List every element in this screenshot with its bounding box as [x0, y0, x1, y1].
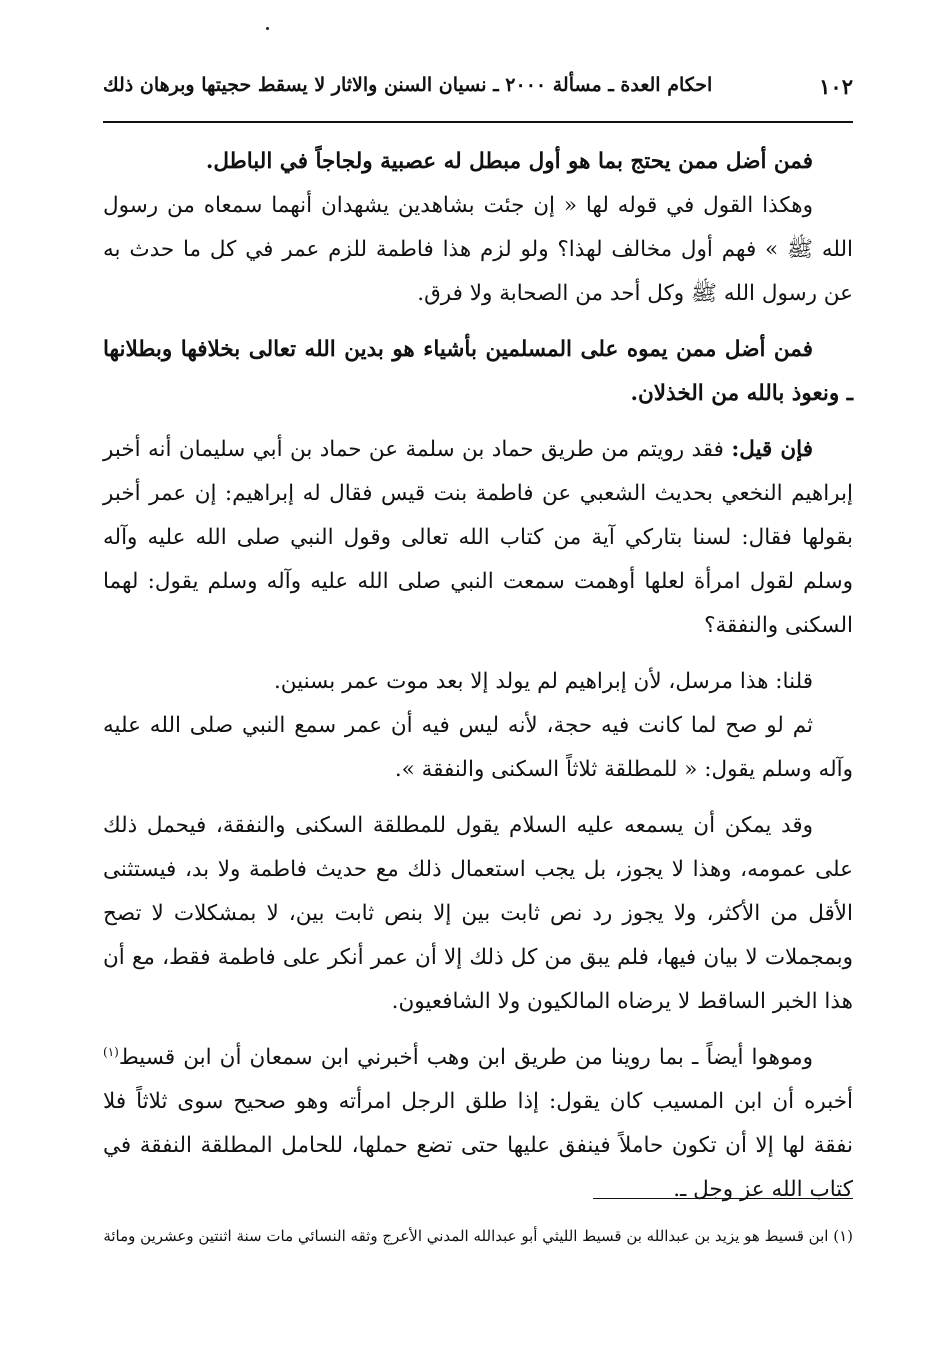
page-header: [103, 70, 853, 110]
footnote-marker: (١): [103, 1044, 119, 1059]
page-number: ١٠٢: [819, 74, 853, 99]
paragraph: [103, 660, 853, 704]
paragraph-text: فمن أضل ممن يحتج بما هو أول مبطل له عصبية ولجاجاً في الباطل.: [205, 149, 813, 174]
paragraph: [103, 328, 853, 416]
paragraph-text: وموهوا أيضاً ـ بما روينا من طريق ابن وهب أخبرني ابن سمعان أن ابن قسيط: [118, 1045, 813, 1070]
paragraph-text: وقد يمكن أن يسمعه عليه السلام يقول للمطلقة السكنى والنفقة، فيحمل ذلك على عمومه، وهذا لا يجوز، بل يجب استعمال ذلك مع حديث فاطمة ولا بد، فيستثنى الأقل من الأكثر، ولا يجوز رد نص ثابت بين إلا بنص ثابت بين، لا بمشكلات لا تصح وبمجملات لا بيان فيها، فلم يبق من كل ذلك إلا أن عمر أنكر على فاطمة فقط، مع أن هذا الخبر الساقط لا يرضاه المالكيون ولا الشافعيون.: [103, 813, 853, 1014]
running-title: احكام العدة ـ مسألة ٢٠٠٠ ـ نسيان السنن والاثار لا يسقط حجيتها وبرهان ذلك: [103, 74, 713, 96]
body-text: [103, 140, 853, 1212]
paragraph: [103, 184, 853, 316]
paragraph: [103, 428, 853, 648]
header-rule: [103, 121, 853, 123]
paragraph-text: ثم لو صح لما كانت فيه حجة، لأنه ليس فيه أن عمر سمع النبي صلى الله عليه وآله وسلم يقول: « للمطلقة ثلاثاً السكنى والنفقة ».: [103, 713, 853, 782]
paragraph-text: قلنا: هذا مرسل، لأن إبراهيم لم يولد إلا بعد موت عمر بسنين.: [273, 669, 813, 694]
paragraph-text: وهكذا القول في قوله لها « إن جئت بشاهدين يشهدان أنهما سمعاه من رسول الله ﷺ » فهم أول مخالف لهذا؟ ولو لزم هذا فاطمة للزم عمر في كل ما حدث به عن رسول الله ﷺ وكل أحد من الصحابة ولا فرق.: [103, 193, 853, 306]
paragraph-text: فقد رويتم من طريق حماد بن سلمة عن حماد بن أبي سليمان أنه أخبر إبراهيم النخعي بحديث الشعبي عن فاطمة بنت قيس فقال له إبراهيم: إن عمر أخبر بقولها فقال: لسنا بتاركي آية من كتاب الله تعالى وقول النبي صلى الله عليه وآله وسلم لقول امرأة لعلها أوهمت سمعت النبي صلى الله عليه وآله وسلم يقول: لهما السكنى والنفقة؟: [103, 437, 853, 638]
paragraph: [103, 1036, 853, 1212]
paragraph-text: أخبره أن ابن المسيب كان يقول: إذا طلق الرجل امرأته وهو صحيح سوى ثلاثاً فلا نفقة لها إلا أن تكون حاملاً فينفق عليها حتى تضع حملها، للحامل المطلقة النفقة في كتاب الله عز وجل ـ.: [103, 1089, 853, 1202]
scan-speck: [266, 27, 269, 30]
footnote: (١) ابن قسيط هو يزيد بن عبدالله بن قسيط الليثي أبو عبدالله المدني الأعرج وثقه النسائي مات سنة اثنتين وعشرين ومائة: [103, 1227, 853, 1245]
footnote-rule: [593, 1198, 853, 1199]
paragraph: [103, 140, 853, 184]
paragraph-text: فمن أضل ممن يموه على المسلمين بأشياء هو بدين الله تعالى بخلافها وبطلانها ـ ونعوذ بالله من الخذلان.: [103, 337, 853, 406]
paragraph: [103, 704, 853, 792]
paragraph: [103, 804, 853, 1024]
paragraph-text: فإن قيل:: [731, 437, 813, 462]
